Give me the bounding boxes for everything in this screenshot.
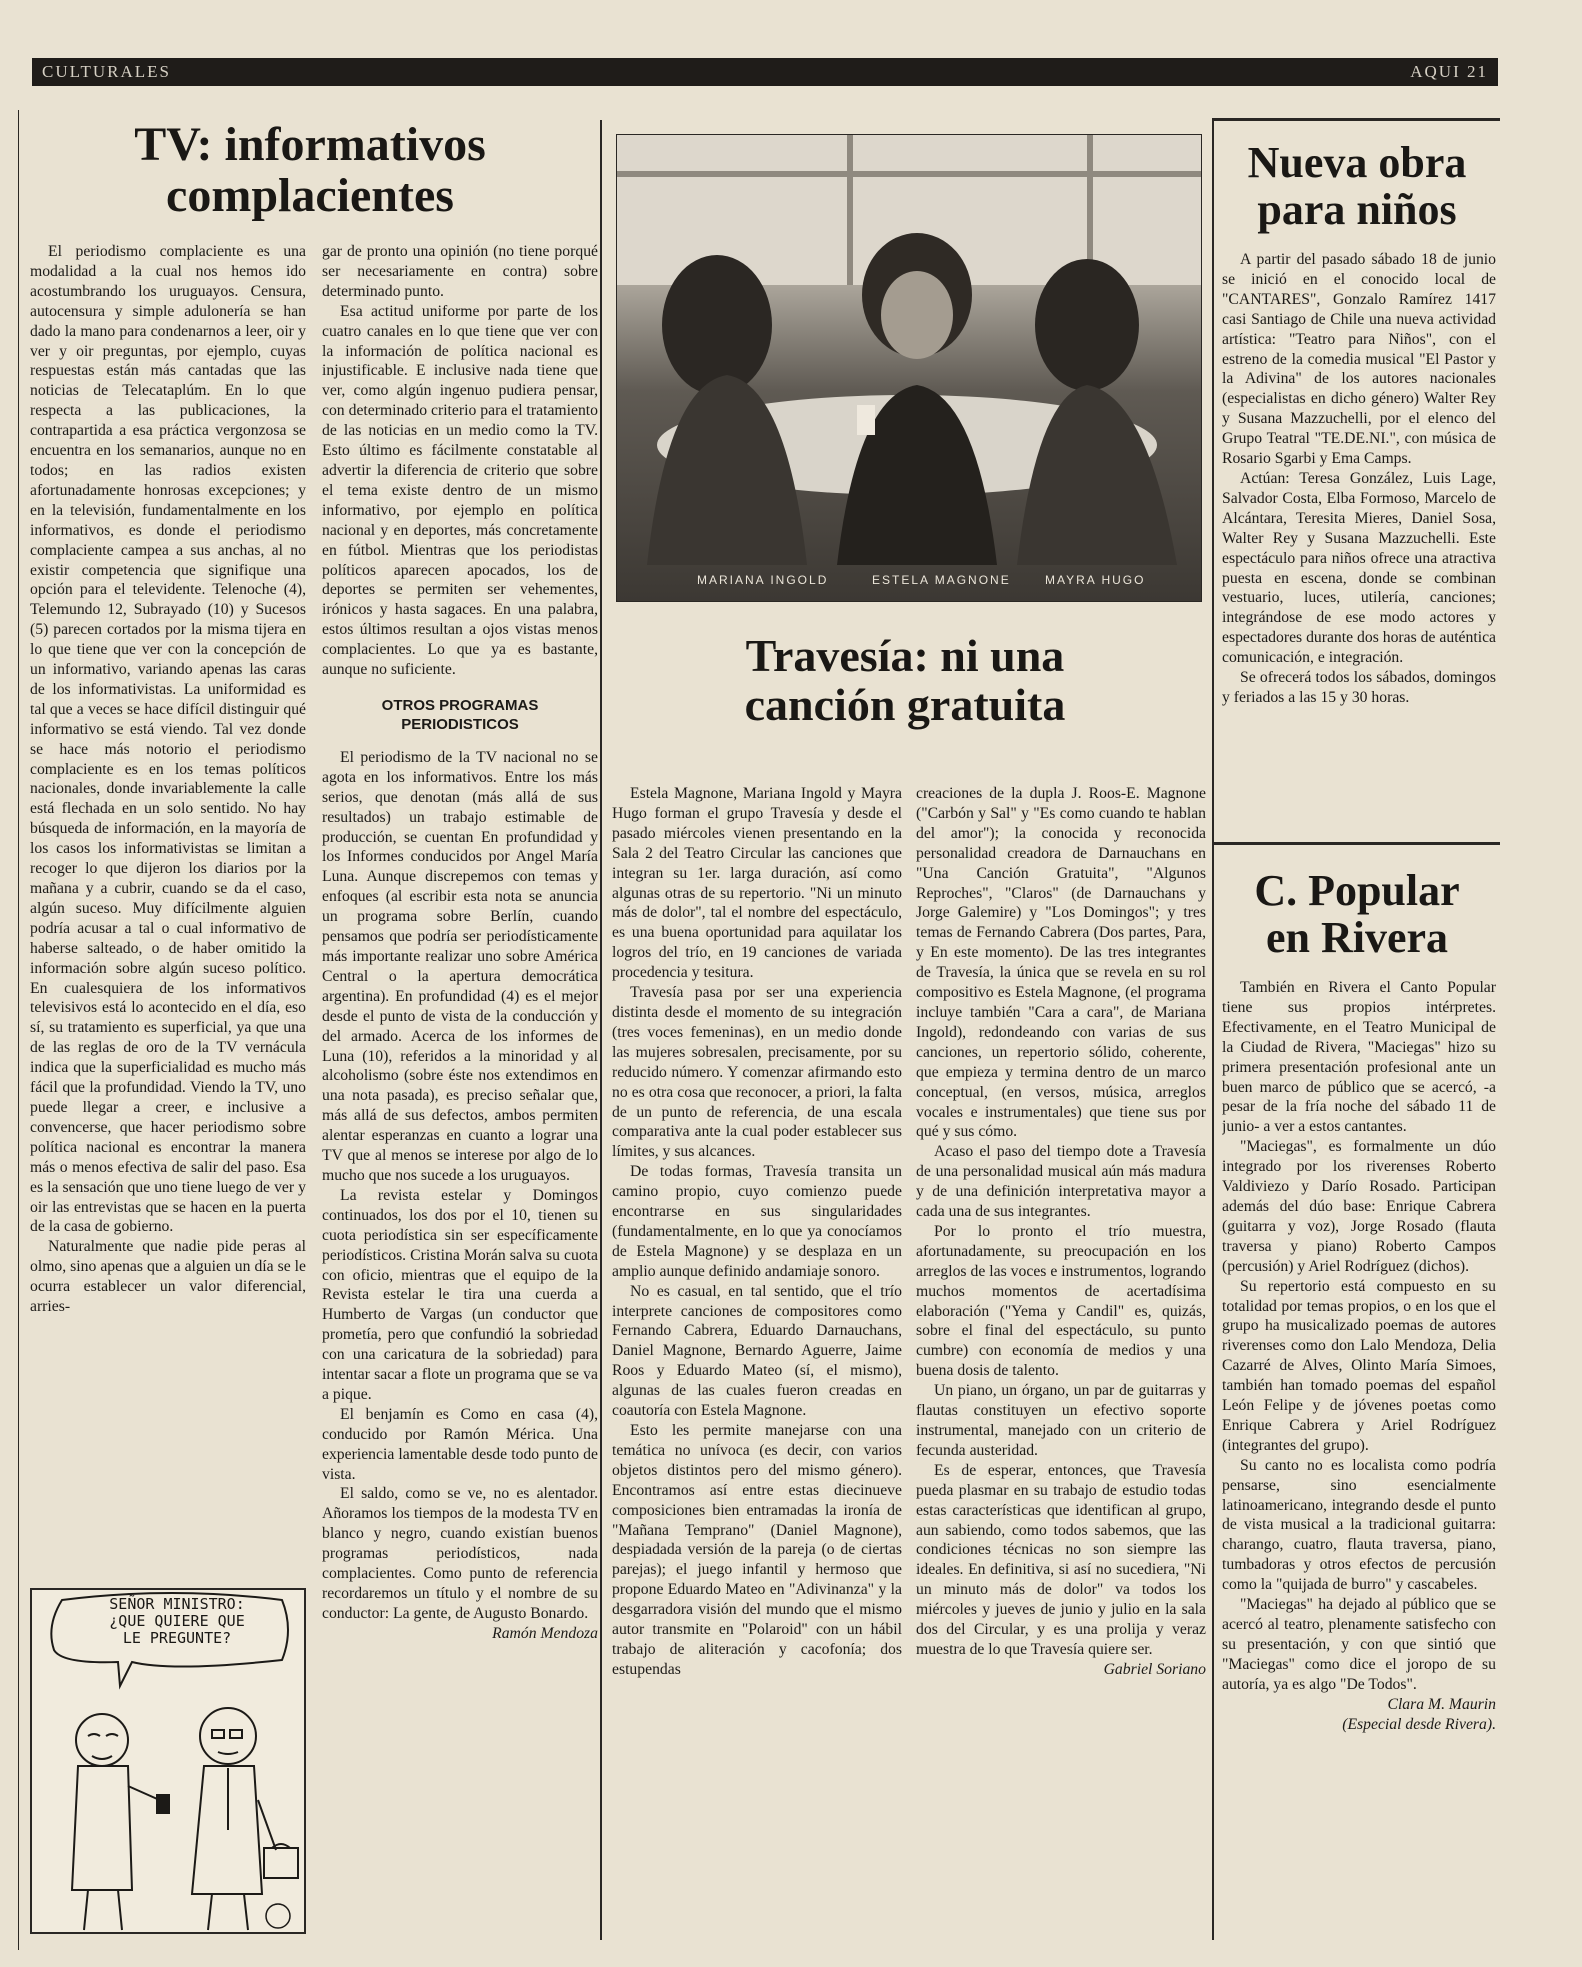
travesia-author-name: Gabriel Soriano xyxy=(1103,1660,1206,1678)
paragraph: "Maciegas", es formalmente un dúo integrado por los riverenses Roberto Valdiviezo y Darío Rosado. Participan además del dúo base: Enrique Cabrera (guitarra y voz), Jorge Rosado (flauta traversa y piano) Roberto Campos (percusión) y Ariel Rodríguez (dichos). xyxy=(1222,1138,1496,1275)
travesia-headline-line-2: canción gratuita xyxy=(744,678,1066,730)
paragraph: El benjamín es Como en casa (4), conducido por Ramón Mérica. Una experiencia lamentable desde todo punto de vista. xyxy=(322,1405,598,1483)
travesia-photo xyxy=(616,134,1202,602)
column-rule xyxy=(600,120,602,1940)
caption-name-3: MAYRA HUGO xyxy=(1045,573,1146,587)
column-rule xyxy=(1212,120,1214,1940)
paragraph: Se ofrecerá todos los sábados, domingos y feriados a las 15 y 30 horas. xyxy=(1222,669,1496,706)
rivera-headline-line-2: en Rivera xyxy=(1265,912,1449,962)
paragraph: creaciones de la dupla J. Roos-E. Magnone ("Carbón y Sal" y "Es como cuando te hablan del amor"); la conocida y reconocida personalidad creadora de Darnauchans en "Una Canción Gratuita", "Algunos Reproches", "Claros" (de Darnauchans y Jorge Galemire) y "Los Domingos"; y tres temas de Fernando Cabrera (Dos partes, Para, y En este momento). De las tres integrantes de Travesía, la única que se revela en su rol compositivo es Estela Magnone, (el programa incluye también "Cara a cara", de Mariana Ingold), redondeando con varias de sus canciones, un repertorio sólido, coherente, que empieza y termina dentro de un marco conceptual, (en versos, música, arreglos vocales e instrumentales) que tiene sus por qué y sus cómo. xyxy=(916,785,1206,1141)
obra-headline-line-2: para niños xyxy=(1257,184,1457,234)
paragraph: Esto les permite manejarse con una temática no unívoca (es decir, con varios objetos distintos pero del mismo género). Encontramos así entre estas diecinueve composiciones bien entramadas la ironía de "Mañana Temprano" (Daniel Magnone), despiadada versión de la pareja (o de ciertas parejas); el juego infantil y hermoso que propone Eduardo Mateo en "Adivinanza" y la desgarradora visión del mundo que el mismo autor transmite en "Polaroid" con un hábil trabajo de aliteración y cacofonía; dos estupendas xyxy=(612,1422,902,1678)
paragraph: Acaso el paso del tiempo dote a Travesía de una personalidad musical aún más madura y de una definición interpretativa mayor a cada una de sus integrantes. xyxy=(916,1143,1206,1221)
paragraph: De todas formas, Travesía transita un camino propio, cuyo comienzo puede encontrarse en sus singularidades (fundamentalmente, en lo que ya conocíamos de Estela Magnone) y se desplaza en un amplio aunque definido andamiaje sonoro. xyxy=(612,1163,902,1280)
paragraph: Esa actitud uniforme por parte de los cuatro canales en lo que tiene que ver con la información de política nacional es injustificable. E inclusive nada tiene que ver, como algún ingenuo pudiera pensar, con determinado criterio para el tratamiento de las noticias en un medio como la TV. Esto último es fácilmente constatable al advertir la diferencia de criterio que sobre el tema existe dentro de un mismo informativo, por ejemplo en política nacional y en deportes, más concretamente en fútbol. Mientras que los periodistas políticos aparecen apocados, los de deportes se permiten ser vehementes, irónicos y hasta sagaces. En una palabra, estos últimos resultan a ojos vistas menos complacientes. Lo que ya es bastante, aunque no suficiente. xyxy=(322,302,598,679)
rivera-article xyxy=(1222,978,1496,1944)
photo-figures xyxy=(617,135,1202,602)
paragraph: Naturalmente que nadie pide peras al olmo, sino apenas que a alguien un día se le ocurra establecer un valor diferencial, arries- xyxy=(30,1238,306,1316)
rivera-author-note: (Especial desde Rivera). xyxy=(1342,1715,1496,1733)
column-rule xyxy=(18,110,19,1950)
tv-headline-line-2: complacientes xyxy=(166,168,454,222)
cartoon-speech-bubble xyxy=(72,1596,282,1647)
tv-author-signature xyxy=(322,1624,598,1644)
paragraph: El saldo, como se ve, no es alentador. Añoramos los tiempos de la modesta TV en blanco y negro, cuando existían buenos programas periodísticos, nada complacientes. Como punto de referencia recordaremos un título y el nombre de su conductor: La gente, de Augusto Bonardo. xyxy=(322,1485,598,1622)
travesia-article-column-2 xyxy=(916,784,1206,1944)
section-name: CULTURALES xyxy=(42,62,171,81)
paragraph: Su canto no es localista como podría pensarse, sino esencialmente latinoamericano, integrando desde el punto de vista musical a la tradicional guitarra: charango, cuatro, flauta traversa, piano, tumbadoras y otros efectos de percusión como la "quijada de burro" y cascabeles. xyxy=(1222,1456,1496,1594)
caption-name-2: ESTELA MAGNONE xyxy=(872,573,1011,587)
paragraph: La revista estelar y Domingos continuados, los dos por el 10, tienen su cuota periodística sin ser específicamente periodísticos. Cristina Morán salva su cuota con oficio, mientras que el equipo de la Revista estelar le tira una cuerda a Humberto de Vargas (un conductor que prometía, pero que confundió la sobriedad con una caricatura de la sobriedad) para intentar sacar a flote un programa que se va a pique. xyxy=(322,1186,598,1403)
cartoon-line-2: ¿QUE QUIERE QUE xyxy=(109,1612,245,1630)
section-divider xyxy=(1212,118,1500,121)
cartoon-line-3: LE PREGUNTE? xyxy=(122,1629,232,1647)
rivera-headline xyxy=(1216,868,1498,961)
tv-headline xyxy=(30,120,590,222)
paragraph: Por lo pronto el trío muestra, afortunadamente, su preocupación en los arreglos de las voces e instrumentos, logrando muchos momentos de acertadísima elaboración ("Yema y Candil" es, quizás, sobre el final del espectáculo, su punto cumbre) con economía de medios y una buena dosis de talento. xyxy=(916,1222,1206,1380)
travesia-headline-line-1: Travesía: ni una xyxy=(745,630,1065,681)
tv-headline-line-1: TV: informativos xyxy=(134,118,486,171)
obra-article xyxy=(1222,250,1496,832)
page-number: AQUI 21 xyxy=(1410,62,1488,81)
subheading-line-2: PERIODISTICOS xyxy=(401,715,519,733)
rivera-author-name: Clara M. Maurin xyxy=(1387,1695,1496,1713)
section-divider xyxy=(1212,842,1500,845)
travesia-headline xyxy=(610,632,1200,730)
paragraph: Un piano, un órgano, un par de guitarras y flautas constituyen un efectivo soporte instrumental, manejado con un criterio de fecunda austeridad. xyxy=(916,1382,1206,1459)
rivera-headline-line-1: C. Popular xyxy=(1254,866,1460,915)
obra-headline-line-1: Nueva obra xyxy=(1247,138,1467,187)
paragraph: También en Rivera el Canto Popular tiene sus propios intérpretes. Efectivamente, en el Teatro Municipal de la Ciudad de Rivera, "Maciegas" hizo su primera presentación profesional ante un buen marco de público que se acercó, -a pesar de la fría noche del sábado 11 de junio- a ver a estos cantantes. xyxy=(1222,979,1496,1136)
paragraph: gar de pronto una opinión (no tiene porqué ser necesariamente en contra) sobre determinado punto. xyxy=(322,243,598,300)
paragraph: A partir del pasado sábado 18 de junio se inició en el conocido local de "CANTARES", Gonzalo Ramírez 1417 casi Santiago de Chile una nueva actividad artística: "Teatro para Niños", con el estreno de la comedia musical "El Pastor y la Adivina" de los autores nacionales (especialistas en dicho género) Walter Rey y Susana Mazzuchelli, por el elenco del Grupo Teatral "TE.DE.NI.", con música de Rosario Sgarbi y Ema Camps. xyxy=(1222,251,1496,468)
paragraph: Actúan: Teresa González, Luis Lage, Salvador Costa, Elba Formoso, Marcelo de Alcántara, Teresita Mieres, Daniel Sosa, Walter Rey y Susana Mazzuchelli. Este espectáculo para niños ofrece una atractiva puesta en escena, donde se combinan vestuario, luces, utilería, canciones; integrándose de ese modo actores y espectadores durante dos horas de auténtica comunicación, e integración. xyxy=(1222,469,1496,667)
paragraph: Estela Magnone, Mariana Ingold y Mayra Hugo forman el grupo Travesía y desde el pasado miércoles vienen presentando en la Sala 2 del Teatro Circular las canciones que integran su 1er. larga duración, así como algunas otras de su repertorio. "Ni un minuto más de dolor", tal el nombre del espectáculo, es una buena oportunidad para aquilatar los logros del trío, en 19 canciones de variada procedencia y tesitura. xyxy=(612,785,902,982)
paragraph: El periodismo de la TV nacional no se agota en los informativos. Entre los más serios, que denotan (más allá de sus resultados) un trabajo estimable de producción, se cuentan En profundidad y los Informes conducidos por Angel María Luna. Aunque discrepemos con temas y enfoques (al escribir esta nota se anuncia un programa sobre Berlín, cuando pensamos que podría ser periodísticamente más importante realizar uno sobre América Central o la apertura democrática argentina). En profundidad (4) es el mejor desde el punto de vista de la conducción y del armado. Acerca de los informes de Luna (10), referidos a la minoridad y al alcoholismo (sobre éste nos extendimos en una nota pasada), es preciso señalar que, más allá de sus defectos, ambos permiten alentar esperanzas en cuanto a lograr una TV que al menos se interese por algo de lo mucho que nos sucede a los uruguayos. xyxy=(322,748,598,1184)
tv-article-column-1 xyxy=(30,242,306,1584)
paragraph: Travesía pasa por ser una experiencia distinta desde el momento de su integración (tres voces femeninas), en un medio donde las mujeres sobresalen, precisamente, por su reducido número. Y comenzar afirmando esto no es otra cosa que reconocer, a priori, la falta de un punto de referencia, de una escala comparativa ante la cual poder establecer sus límites, y sus alcances. xyxy=(612,984,902,1161)
section-header-band xyxy=(32,58,1498,86)
obra-headline xyxy=(1216,140,1498,233)
subheading-line-1: OTROS PROGRAMAS xyxy=(381,696,539,714)
paragraph: El periodismo complaciente es una modalidad a la cual nos hemos ido acostumbrando los uruguayos. Censura, autocensura y simple adulonería se han dado la mano para condenarnos a leer, oir y ver y oir preguntas, por ejemplo, cuyas respuestas están más cantadas que las noticias de Telecataplúm. En lo que respecta a las publicaciones, la contrapartida a esa práctica vergonzosa se encuentra en los semanarios, aunque no en todos; en las radios existen afortunadamente honrosas excepciones; y en la televisión, fundamentalmente en los informativos, es donde el periodismo complaciente campea a sus anchas, al no existir competencia que signifique una opción para el televidente. Telenoche (4), Telemundo 12, Subrayado (10) y Sucesos (5) parecen cortados por la misma tijera en lo que tiene que ver con la concepción de un informativo, variando apenas las caras de los informativistas. La uniformidad es tal que a veces se hace difícil distinguir qué informativo se está viendo. Tal vez donde se hace más notorio el periodismo complaciente es en los temas políticos nacionales, donde invariablemente la calle está flechada en un solo sentido. No hay búsqueda de información, en la mayoría de los casos los informativistas se limitan a recoger lo que dijeron los diarios por la mañana y a cubrir, cuando se da el caso, algún suceso. Muy difícilmente alguien podría acusar a tal o cual informativo de haberse salteado, o de haber omitido la información sobre algún suceso político. En cualesquiera de los informativos televisivos está lo acontecido en el día, eso sí, su tratamiento es superficial, ya que una de las reglas de oro de la TV vernácula indica que la superficialidad es mucho más fácil que la profundidad. Viendo la TV, uno puede llegar a creer, e inclusive a convencerse, que hacer periodismo sobre política nacional es encontrar la manera más o menos efectiva de salir del paso. Esa es la sensación que uno tiene luego de ver y oir las entrevistas que se hacen en la puerta de la casa de gobierno. xyxy=(30,243,306,1236)
travesia-article-column-1 xyxy=(612,784,902,1944)
paragraph: No es casual, en tal sentido, que el trío interprete canciones de compositores como Fernando Cabrera, Eduardo Darnauchans, Daniel Magnone, Bernardo Aguerre, Jaime Roos y Eduardo Mateo (sí, el mismo), algunas de las cuales fueron creadas en coautoría con Estela Magnone. xyxy=(612,1282,902,1420)
political-cartoon xyxy=(30,1588,306,1934)
caption-name-1: MARIANA INGOLD xyxy=(697,573,829,587)
tv-article-column-2 xyxy=(322,242,598,1942)
paragraph: "Maciegas" ha dejado al público que se acercó al teatro, plenamente satisfecho con su presentación, y con que sintió que "Maciegas" como dice el joropo de su autoría, ya es algo "De Todos". xyxy=(1222,1596,1496,1693)
tv-author-name: Ramón Mendoza xyxy=(492,1624,598,1642)
paragraph: Su repertorio está compuesto en su totalidad por temas propios, o en los que el grupo ha musicalizado poemas de autores riverenses como don Lalo Mendoza, Delia Cazarré de Alves, Olinto María Simoes, también han tomado poemas del español León Felipe y de jóvenes poetas como Enrique Cabrera y Ariel Rodríguez (integrantes del grupo). xyxy=(1222,1277,1496,1454)
rivera-author-signature xyxy=(1222,1695,1496,1735)
travesia-author-signature xyxy=(916,1660,1206,1680)
subheading-otros-programas xyxy=(322,696,598,734)
paragraph: Es de esperar, entonces, que Travesía pueda plasmar en su trabajo de estudio todas estas características que identifican al grupo, aun sabiendo, como todos sabemos, que las condiciones técnicas no son siempre las ideales. En definitiva, si así no sucediera, "Ni un minuto más de dolor" va todos los miércoles y jueves de junio y julio en la sala dos del Circular, y es una prolija y veraz muestra de lo que Travesía quiere ser. xyxy=(916,1461,1206,1658)
cartoon-line-1: SEÑOR MINISTRO: xyxy=(109,1595,245,1613)
